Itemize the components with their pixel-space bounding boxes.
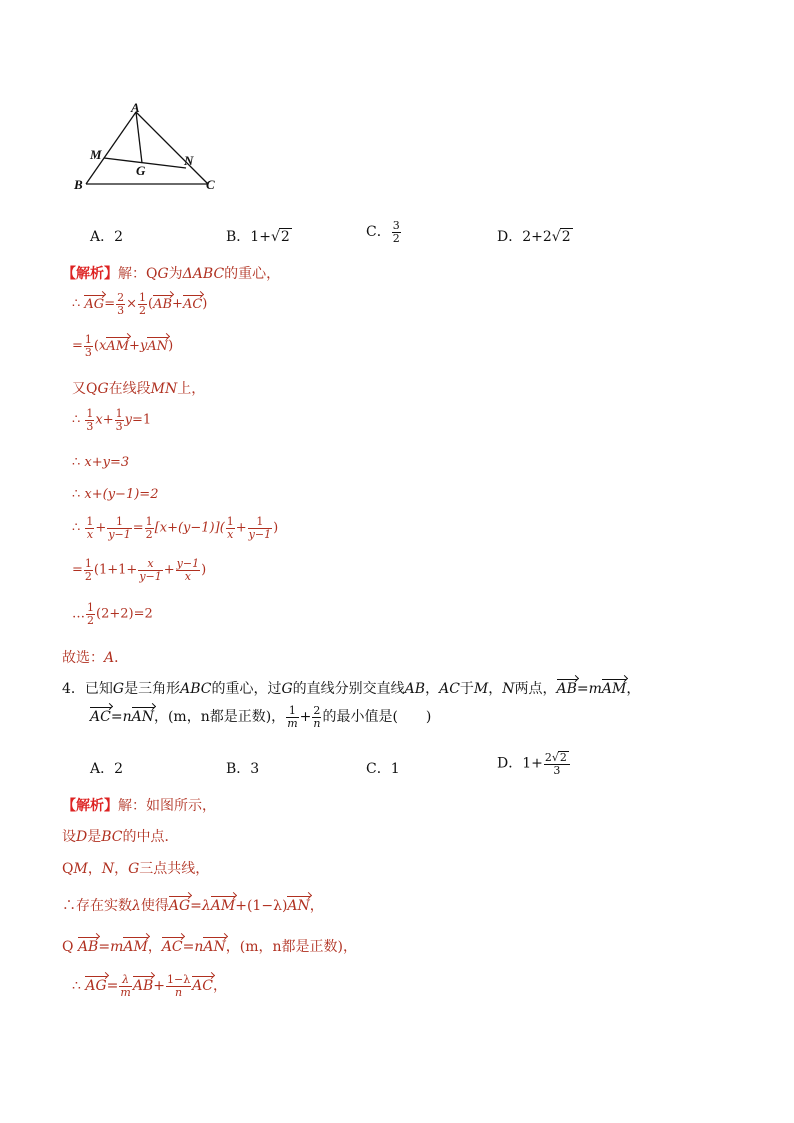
label-g: G <box>136 163 146 178</box>
q4-line-midpoint: 设D是BC的中点． <box>62 829 179 845</box>
q3-line9: = $\frac{1}{2}$ (1+1+ $\frac{x}{y-1}$ + $\frac{y-1}{x}$ ) <box>72 557 207 583</box>
q4-line-given: Q AB=mAM，AC=nAN，(m，n都是正数)， <box>62 939 357 955</box>
label-c: C <box>206 177 215 192</box>
label-b: B <box>74 177 83 192</box>
q3-line7: ∴ x+(y−1)=2 <box>72 487 159 502</box>
q3-option-b: B．1+√2 <box>226 229 290 245</box>
q3-line10: … $\frac{1}{2}$ (2+2)=2 <box>72 601 153 627</box>
q3-option-c: C． $\frac{3}{2}$ <box>366 219 400 245</box>
segment-ag <box>136 112 142 163</box>
analysis-tag: 【解析】 <box>62 798 118 814</box>
q4-stem-line1: 4．已知G是三角形ABC的重心，过G的直线分别交直线AB，AC于M，N两点，AB=mAM， <box>62 681 641 697</box>
analysis-tag: 【解析】 <box>62 266 118 282</box>
q3-options <box>90 226 123 246</box>
q3-answer: 故选：A． <box>62 650 129 666</box>
q4-line-exists: ∴存在实数λ使得AG=λAM+(1−λ)AN， <box>62 898 324 914</box>
q4-option-b: B．3 <box>226 761 260 777</box>
q3-line5: ∴ $\frac{1}{3}$ x+ $\frac{1}{3}$ y=1 <box>72 407 152 433</box>
q3-line2: ∴ AG= $\frac{2}{3}$ × $\frac{1}{2}$ (AB+AC) <box>72 291 208 317</box>
side-ac <box>136 112 208 184</box>
q3-option-a: A．2 <box>90 229 124 245</box>
q4-line-final: ∴ AG= $\frac{\lambda}{m}$ AB+ $\frac{1-\lambda}{n}$ AC， <box>72 973 227 999</box>
q3-option-d: D．2+2√2 <box>497 229 571 245</box>
q3-line4: 又QG在线段MN上， <box>72 381 206 397</box>
q4-option-c: C．1 <box>366 761 400 777</box>
q4-option-d: D．1+ $\frac{2√2}{3}$ <box>497 751 571 776</box>
q4-option-a: A．2 <box>90 761 124 777</box>
label-a: A <box>131 100 140 115</box>
q4-line-collinear: QM，N，G三点共线， <box>62 861 210 877</box>
q4-analysis-line1: 【解析】解：如图所示， <box>62 798 216 814</box>
q3-line3: = $\frac{1}{3}$ (xAM+yAN) <box>72 333 174 359</box>
label-m: M <box>90 147 102 162</box>
q3-line8: ∴ $\frac{1}{x}$ + $\frac{1}{y-1}$ = $\frac{1}{2}$ [x+(y−1)]( $\frac{1}{x}$ + $\frac{1}{y-1}$ ) <box>72 515 279 541</box>
q4-stem-line2: AC=nAN，(m，n都是正数)， $\frac{1}{m}$ + $\frac{2}{n}$ 的最小值是( ) <box>90 704 432 730</box>
label-n: N <box>184 153 194 168</box>
q3-line6: ∴ x+y=3 <box>72 455 130 470</box>
q3-analysis-line1: 【解析】解：QG为ΔABC的重心， <box>62 266 281 282</box>
triangle-figure <box>68 100 228 195</box>
